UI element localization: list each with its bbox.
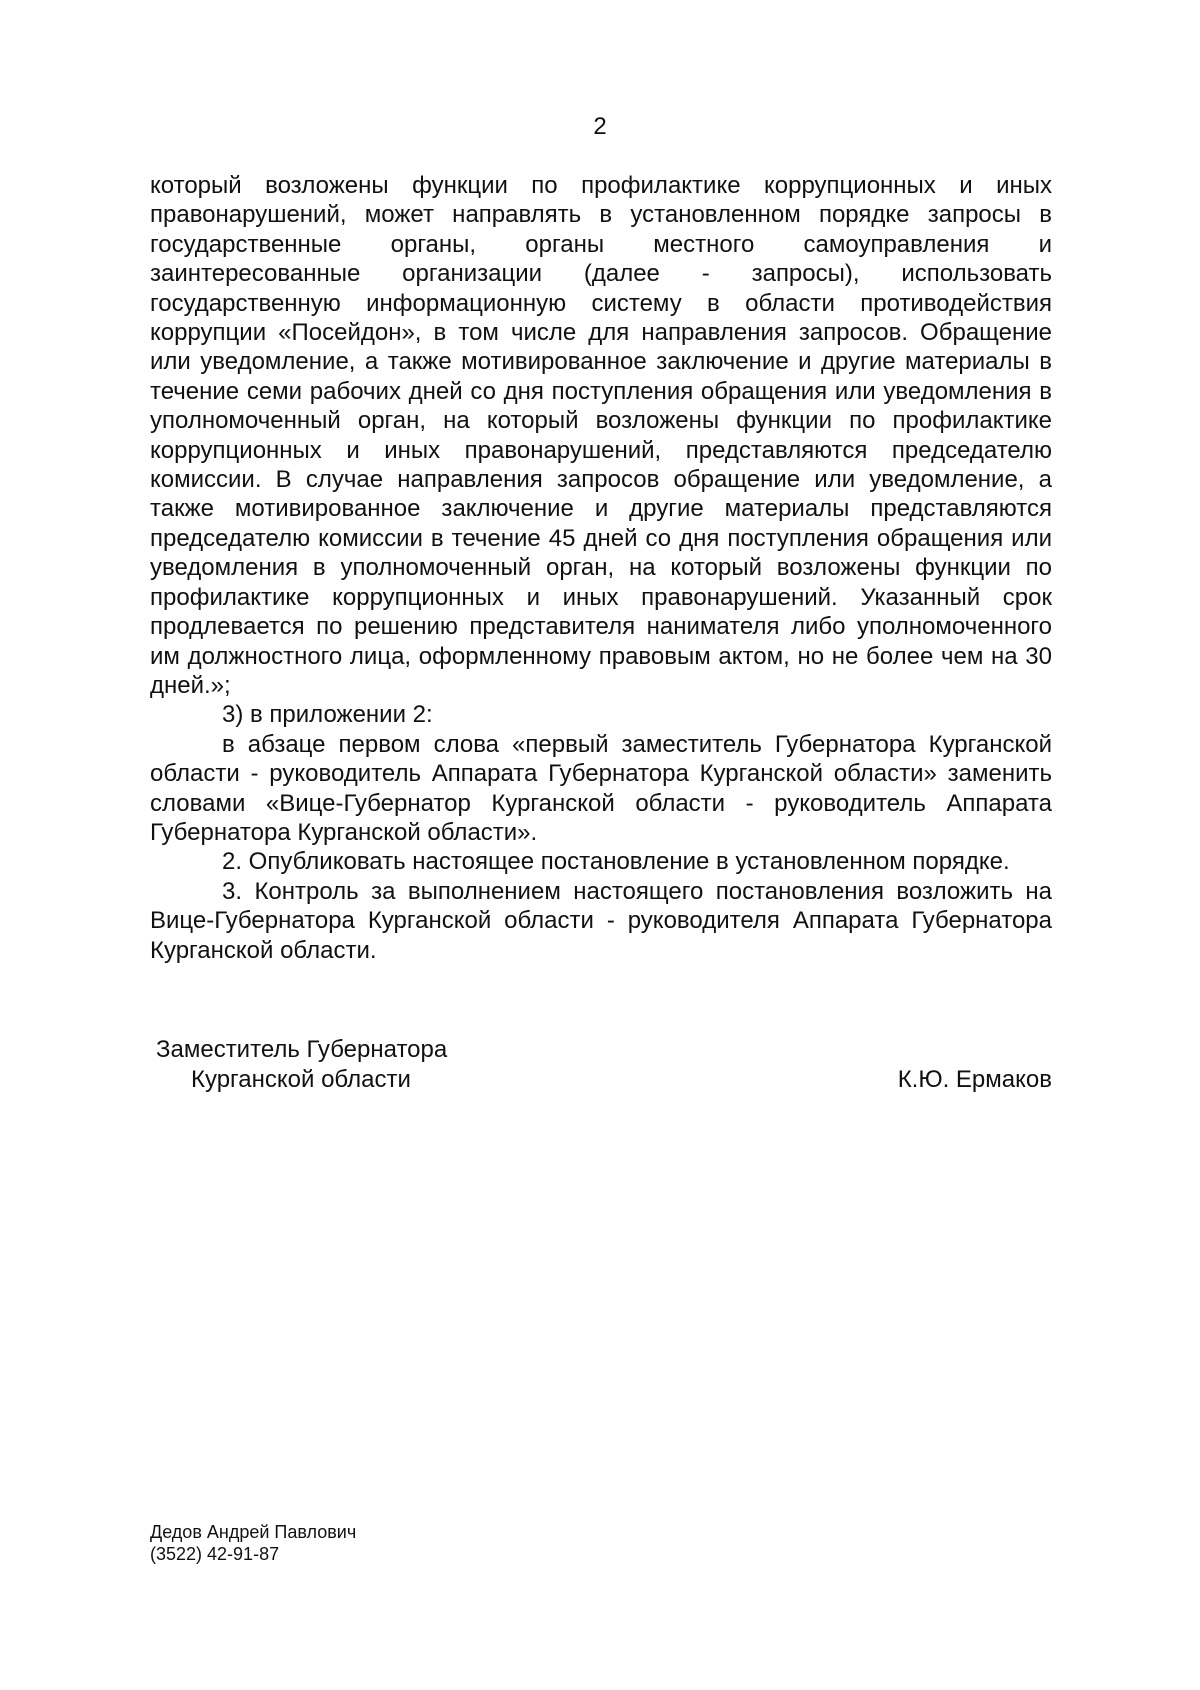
signatory-title-line2: Курганской области bbox=[191, 1066, 411, 1093]
document-body bbox=[150, 171, 1052, 965]
page-number: 2 bbox=[593, 113, 607, 140]
paragraph-item-3: 3) в приложении 2: bbox=[222, 701, 433, 729]
signatory-name: К.Ю. Ермаков bbox=[897, 1066, 1052, 1093]
signatory-title-line1: Заместитель Губернатора bbox=[156, 1036, 448, 1063]
paragraph-amendment: в абзаце первом слова «первый заместитель Губернатора Курганской области - руководитель Аппарата Губернатора Курганской области» заменить словами «Вице-Губернатор Курганской области - руководитель Аппарата Губернатора Курганской области». bbox=[150, 730, 1052, 846]
paragraph-item-3-control: 3. Контроль за выполнением настоящего постановления возложить на Вице-Губернатора Курганской области - руководителя Аппарата Губернатора Курганской области. bbox=[150, 877, 1052, 964]
executor-block bbox=[150, 1521, 356, 1565]
signature-block bbox=[150, 1035, 1052, 1105]
executor-name: Дедов Андрей Павлович bbox=[150, 1522, 357, 1542]
executor-phone: (3522) 42-91-87 bbox=[150, 1544, 280, 1564]
paragraph-item-2-publish: 2. Опубликовать настоящее постановление в установленном порядке. bbox=[222, 848, 1010, 876]
paragraph-continuation: который возложены функции по профилактике коррупционных и иных правонарушений, может направлять в установленном порядке запросы в государственные органы, органы местного самоуправления и заинтересованные организации (далее - запросы), использовать государственную информационную систему в области противодействия коррупции «Посейдон», в том числе для направления запросов. Обращение или уведомление, а также мотивированное заключение и другие материалы в течение семи рабочих дней со дня поступления обращения или уведомления в уполномоченный орган, на который возложены функции по профилактике коррупционных и иных правонарушений, представляются председателю комиссии. В случае направления запросов обращение или уведомление, а также мотивированное заключение и другие материалы представляются председателю комиссии в течение 45 дней со дня поступления обращения или уведомления в уполномоченный орган, на который возложены функции по профилактике коррупционных и иных правонарушений. Указанный срок продлевается по решению представителя нанимателя либо уполномоченного им должностного лица, оформленному правовым актом, но не более чем на 30 дней.»; bbox=[150, 172, 1052, 699]
